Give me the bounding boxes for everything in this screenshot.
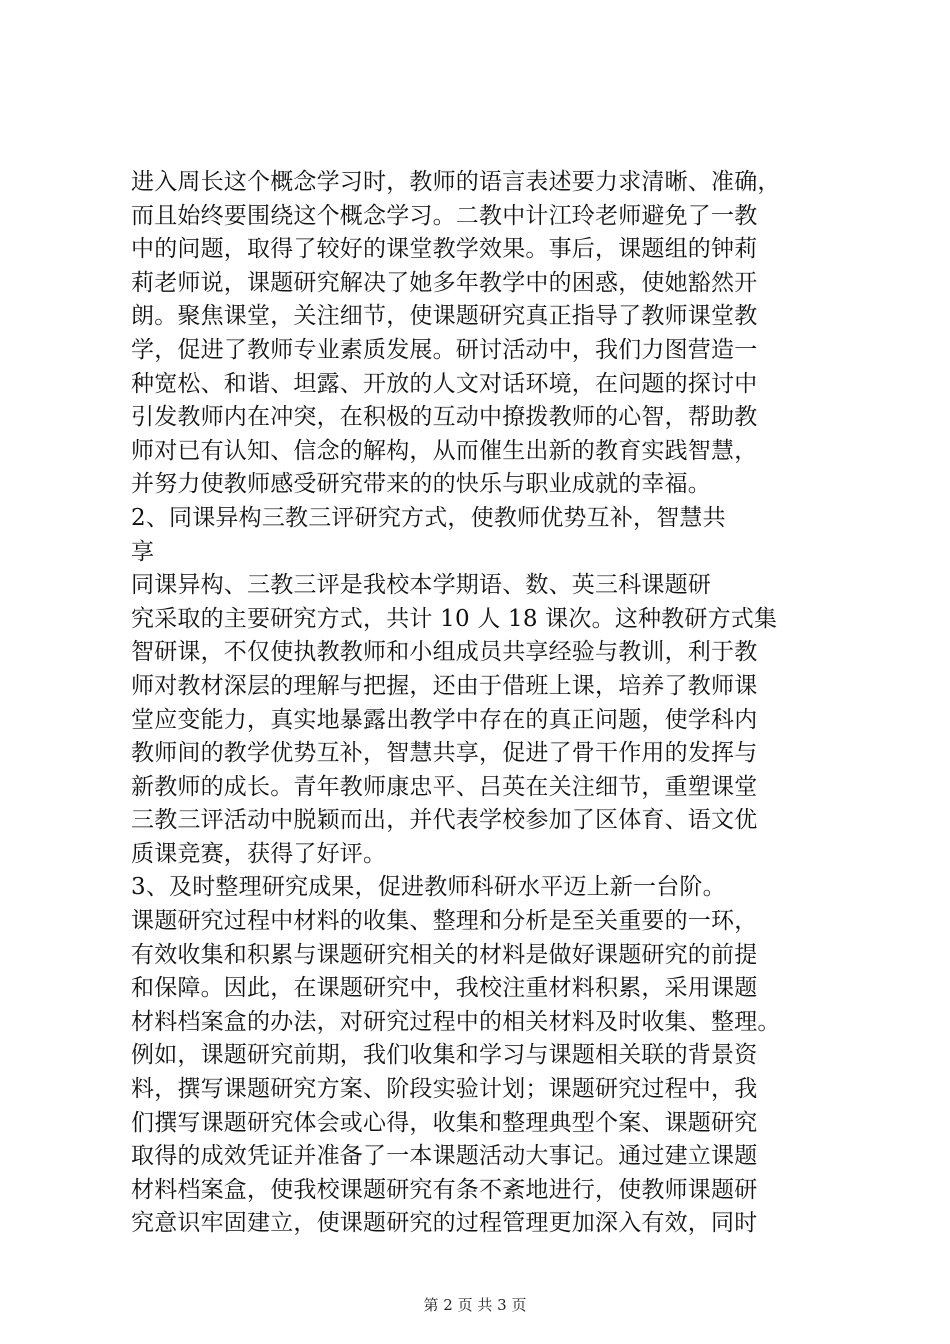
text-line: 究采取的主要研究方式，共计 10 人 18 课次。这种教研方式集 — [131, 605, 778, 632]
text-line: 究意识牢固建立，使课题研究的过程管理更加深入有效，同时 — [131, 1210, 758, 1237]
page-number: 第 2 页 共 3 页 — [423, 1296, 527, 1314]
text-line: 师对已有认知、信念的解构，从而催生出新的教育实践智慧， — [131, 437, 758, 464]
text-line: 质课竞赛，获得了好评。 — [131, 840, 387, 867]
text-line: 学，促进了教师专业素质发展。研讨活动中，我们力图营造一 — [131, 336, 758, 363]
text-line: 例如，课题研究前期，我们收集和学习与课题相关联的背景资 — [131, 1042, 758, 1069]
text-line: 材料档案盒的办法，对研究过程中的相关材料及时收集、整理。 — [131, 1008, 781, 1035]
section-heading-line: 2、同课异构三教三评研究方式，使教师优势互补，智慧共 — [131, 504, 726, 531]
text-line: 有效收集和积累与课题研究相关的材料是做好课题研究的前提 — [131, 941, 758, 968]
text-line: 堂应变能力，真实地暴露出教学中存在的真正问题，使学科内 — [131, 706, 758, 733]
body-text — [131, 166, 837, 1241]
text-line: 并努力使教师感受研究带来的的快乐与职业成就的幸福。 — [131, 471, 711, 498]
text-line: 和保障。因此，在课题研究中，我校注重材料积累，采用课题 — [131, 975, 758, 1002]
text-line: 教师间的教学优势互补，智慧共享，促进了骨干作用的发挥与 — [131, 740, 758, 767]
text-line: 料，撰写课题研究方案、阶段实验计划；课题研究过程中，我 — [131, 1076, 758, 1103]
text-line: 师对教材深层的理解与把握，还由于借班上课，培养了教师课 — [131, 672, 758, 699]
text-line: 莉老师说，课题研究解决了她多年教学中的困惑，使她豁然开 — [131, 269, 758, 296]
text-line: 进入周长这个概念学习时，教师的语言表述要力求清晰、准确， — [131, 169, 781, 195]
text-line: 中的问题，取得了较好的课堂教学效果。事后，课题组的钟莉 — [131, 236, 758, 263]
text-line: 们撰写课题研究体会或心得，收集和整理典型个案、课题研究 — [131, 1109, 758, 1136]
text-line: 材料档案盒，使我校课题研究有条不紊地进行，使教师课题研 — [131, 1176, 758, 1203]
text-line: 智研课，不仅使执教教师和小组成员共享经验与教训，利于教 — [131, 639, 758, 666]
text-line: 同课异构、三教三评是我校本学期语、数、英三科课题研 — [131, 572, 711, 599]
text-line: 引发教师内在冲突，在积极的互动中撩拨教师的心智，帮助教 — [131, 404, 758, 431]
text-line: 三教三评活动中脱颖而出，并代表学校参加了区体育、语文优 — [131, 807, 758, 834]
text-line: 种宽松、和谐、坦露、开放的人文对话环境，在问题的探讨中 — [131, 370, 758, 397]
page-footer — [0, 1295, 950, 1315]
text-line: 取得的成效凭证并准备了一本课题活动大事记。通过建立课题 — [131, 1143, 758, 1170]
text-line: 新教师的成长。青年教师康忠平、吕英在关注细节，重塑课堂 — [131, 773, 758, 800]
text-line: 课题研究过程中材料的收集、整理和分析是至关重要的一环， — [131, 908, 758, 935]
text-line: 而且始终要围绕这个概念学习。二教中计江玲老师避免了一教 — [131, 202, 758, 229]
text-line: 朗。聚焦课堂，关注细节，使课题研究真正指导了教师课堂教 — [131, 303, 758, 330]
section-heading-line: 享 — [131, 538, 155, 565]
section-heading-line: 3、及时整理研究成果，促进教师科研水平迈上新一台阶。 — [131, 874, 726, 901]
